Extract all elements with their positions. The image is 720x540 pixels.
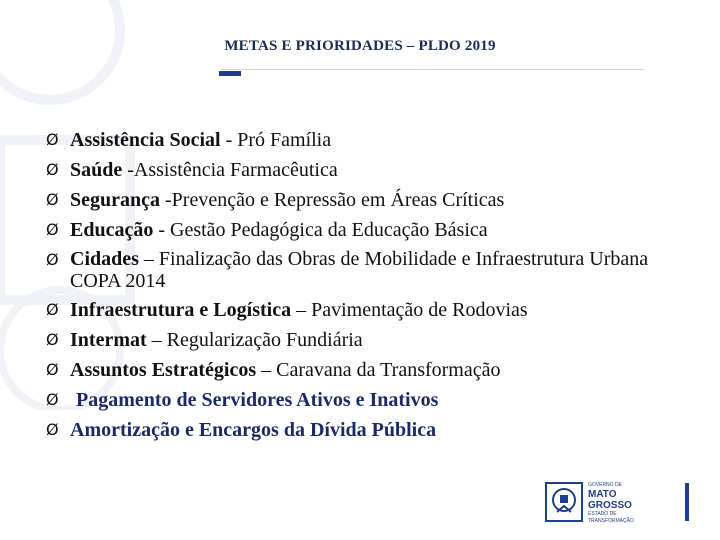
list-item (46, 158, 666, 182)
footer-brand-name: MATO GROSSO (588, 489, 632, 511)
item-bold-text: Cidades (70, 248, 139, 270)
item-text: -Prevenção e Repressão em Áreas Críticas (160, 189, 505, 211)
arrow-bullet-icon: Ø (46, 160, 59, 179)
item-text: - Gestão Pedagógica da Educação Básica (153, 219, 488, 241)
arrow-bullet-icon: Ø (46, 360, 59, 379)
item-text: – Pavimentação de Rodovias (291, 299, 528, 321)
arrow-bullet-icon: Ø (46, 390, 59, 409)
item-bold-text: Educação (70, 219, 154, 241)
list-item (46, 328, 666, 352)
item-bold-text: Amortização e Encargos da Dívida Pública (70, 419, 437, 441)
list-item (46, 128, 666, 152)
item-text: – Finalização das Obras de Mobilidade e Infraestrutura Urbana COPA 2014 (70, 248, 649, 292)
arrow-bullet-icon: Ø (46, 220, 59, 239)
footer-top-text: GOVERNO DE (588, 482, 622, 488)
arrow-bullet-icon: Ø (46, 420, 59, 439)
list-item (46, 418, 666, 442)
list-item (46, 298, 666, 322)
arrow-bullet-icon: Ø (46, 330, 59, 349)
item-bold-text: Assuntos Estratégicos (70, 359, 257, 381)
arrow-bullet-icon: Ø (46, 130, 59, 149)
list-item (46, 218, 666, 242)
item-text: – Caravana da Transformação (256, 359, 501, 381)
item-text: -Assistência Farmacêutica (122, 159, 338, 181)
footer-accent-bar (685, 483, 689, 521)
list-item (46, 188, 666, 212)
list-item (46, 388, 666, 412)
priorities-list (46, 128, 666, 448)
item-text: – Regularização Fundiária (146, 329, 363, 351)
item-bold-text: Saúde (70, 159, 123, 181)
item-bold-text: Intermat (70, 329, 147, 351)
item-bold-text: Infraestrutura e Logística (70, 299, 292, 321)
item-text: - Pró Família (220, 129, 332, 151)
item-bold-text: Assistência Social (70, 129, 221, 151)
arrow-bullet-icon: Ø (46, 300, 59, 319)
footer-tagline: ESTADO DE TRANSFORMAÇÃO (588, 511, 634, 524)
title-divider (220, 69, 645, 70)
item-bold-text: Segurança (70, 189, 160, 211)
arrow-bullet-icon: Ø (46, 250, 59, 269)
state-coat-of-arms-icon (545, 482, 583, 522)
arrow-bullet-icon: Ø (46, 190, 59, 209)
title-accent-bar (219, 71, 241, 76)
footer-brand (588, 482, 660, 522)
item-bold-text: Pagamento de Servidores Ativos e Inativos (76, 389, 439, 411)
list-item (46, 248, 666, 292)
page-title: METAS E PRIORIDADES – PLDO 2019 (224, 38, 496, 54)
list-item (46, 358, 666, 382)
